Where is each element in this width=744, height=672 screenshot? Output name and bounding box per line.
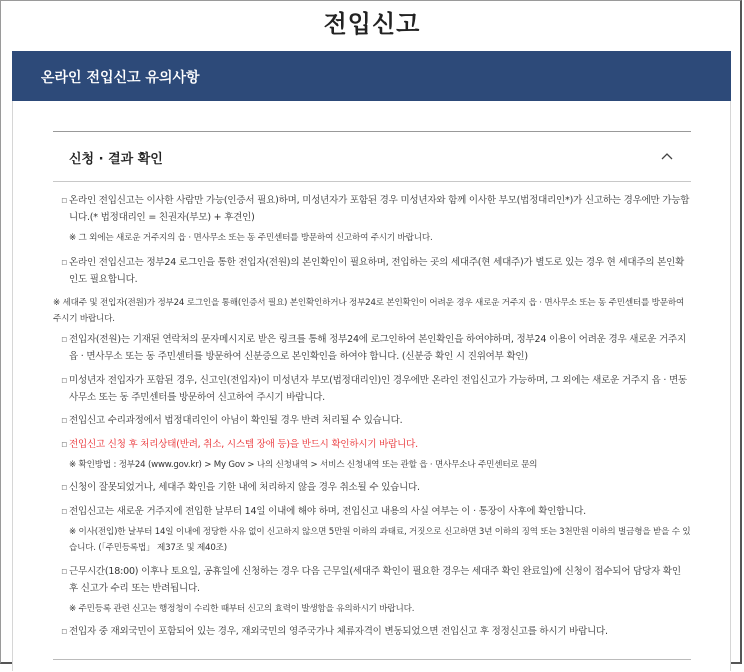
notice-note: ※ 이사(전입)한 날부터 14일 이내에 정당한 사유 없이 신고하지 않으면 5만원 이하의 과태료, 거짓으로 신고하면 3년 이하의 징역 또는 3천만원 이하의 벌금형을 받을 수 있습니다. (「주민등록법」 제37조 및 제40조) [69,527,691,553]
divider [53,659,691,660]
accordion-title: 신청 · 결과 확인 [69,152,163,167]
notice-note: ※ 세대주 및 전입자(전원)가 정부24 로그인을 통해(인증서 필요) 본인확인하거나 정부24로 본인확인이 어려운 경우 새로운 거주지 읍 · 면사무소 또는 동 주민센터를 방문하여 주시기 바랍니다. [53,298,685,324]
notice-note: ※ 확인방법 : 정부24 (www.gov.kr) > My Gov > 나의 신청내역 > 서비스 신청내역 또는 관할 읍 · 면사무소나 주민센터로 문의 [69,460,538,470]
notice-item: ▫ 전입신고 수리과정에서 법정대리인이 아님이 확인될 경우 반려 처리될 수 있습니다. [61,412,691,429]
notice-item: ▫ 온라인 전입신고는 이사한 사람만 가능(인증서 필요)하며, 미성년자가 포함된 경우 미성년자와 함께 이사한 부모(법정대리인*)가 신고하는 경우에만 가능합니다.(* 법정대리인 = 친권자(부모) + 후견인) [61,192,691,226]
notice-item-warning: ▫ 전입신고 신청 후 처리상태(반려, 취소, 시스템 장애 등)을 반드시 확인하시기 바랍니다. [61,436,691,453]
bullet: ▫ [61,482,68,493]
bullet: ▫ [61,566,68,577]
bullet: ▫ [61,257,68,268]
bullet: ▫ [61,334,68,345]
notice-item: ▫ 근무시간(18:00) 이후나 토요일, 공휴일에 신청하는 경우 다음 근무일(세대주 확인이 필요한 경우는 세대주 확인 완료일)에 신청이 접수되어 담당자 확인 후 신고가 수리 또는 반려됩니다. [61,563,691,597]
notice-item: ▫ 미성년자 전입자가 포함된 경우, 신고인(전입자)이 미성년자 부모(법정대리인)인 경우에만 온라인 전입신고가 가능하며, 그 외에는 새로운 거주지 읍 · 면동 사무소 또는 동 주민센터를 방문하여 신고하여 주시기 바랍니다. [61,372,691,406]
notice-item: ▫ 신청이 잘못되었거나, 세대주 확인을 기한 내에 처리하지 않을 경우 취소될 수 있습니다. [61,479,691,496]
bullet: ▫ [61,626,68,637]
notice-item: ▫ 전입자 중 재외국민이 포함되어 있는 경우, 재외국민의 영주국가나 체류자격이 변동되었으면 전입신고 후 정정신고를 하시기 바랍니다. [61,623,691,640]
bullet: ▫ [61,439,68,450]
notice-item: ▫ 온라인 전입신고는 정부24 로그인을 통한 전입자(전원)의 본인확인이 필요하며, 전입하는 곳의 세대주(현 세대주)가 별도로 있는 경우 현 세대주의 본인확인도 필요합니다. [61,254,691,288]
accordion-section [53,131,691,672]
panel-title: 온라인 전입신고 유의사항 [41,70,200,86]
panel-header [12,51,731,101]
accordion-header[interactable] [53,132,691,182]
chevron-up-icon[interactable] [655,144,679,168]
notice-note: ※ 주민등록 관련 신고는 행정청이 수리한 때부터 신고의 효력이 발생함을 유의하시기 바랍니다. [69,604,415,614]
notice-item: ▫ 전입신고는 새로운 거주지에 전입한 날부터 14일 이내에 해야 하며, 전입신고 내용의 사실 여부는 이 · 통장이 사후에 확인합니다. [61,503,691,520]
bullet: ▫ [61,195,68,206]
notice-item: ▫ 전입자(전원)는 기재된 연락처의 문자메시지로 받은 링크를 통해 정부24에 로그인하여 본인확인을 하여야하며, 정부24 이용이 어려운 경우 새로운 거주지 읍 · 면사무소 또는 동 주민센터를 방문하여 신분증으로 본인확인을 하여야 합니다. (신분증 확인 시 진위여부 확인) [61,331,691,365]
bullet: ▫ [61,506,68,517]
bullet: ▫ [61,415,68,426]
notice-note: ※ 그 외에는 새로운 거주지의 읍 · 면사무소 또는 동 주민센터를 방문하여 신고하여 주시기 바랍니다. [69,233,433,243]
bullet: ▫ [61,375,68,386]
page-title: 전입신고 [323,10,421,38]
